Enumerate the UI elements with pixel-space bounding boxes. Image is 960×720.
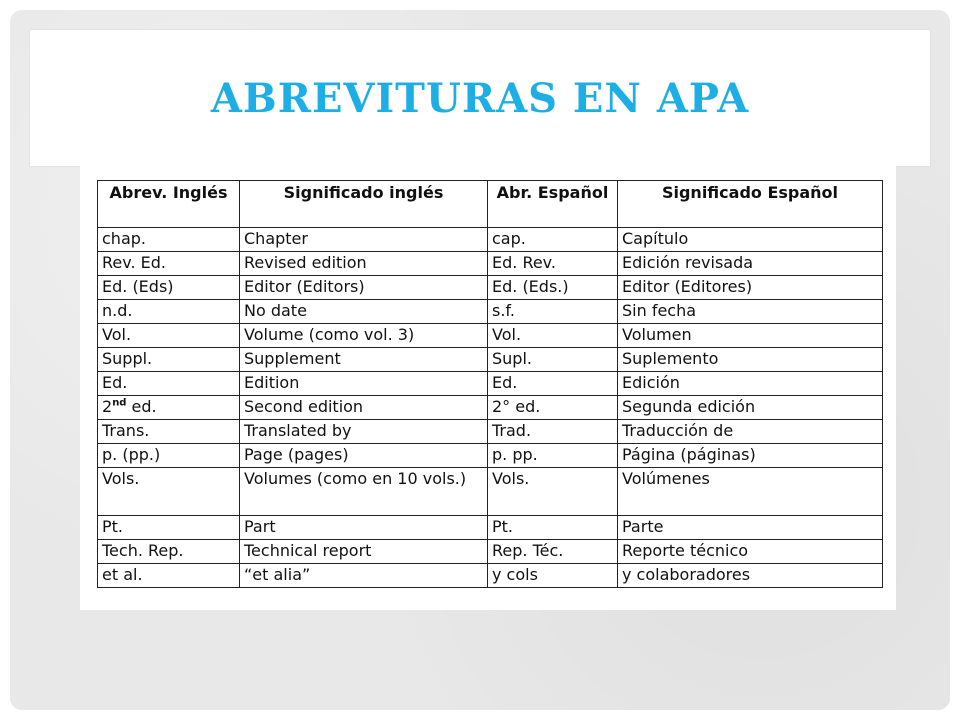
cell-abbr-en: Tech. Rep. xyxy=(98,540,240,564)
cell-meaning-es: Segunda edición xyxy=(618,396,883,420)
cell-abbr-es: Trad. xyxy=(488,420,618,444)
cell-abbr-en: Pt. xyxy=(98,516,240,540)
cell-abbr-es: 2° ed. xyxy=(488,396,618,420)
cell-meaning-en: Edition xyxy=(240,372,488,396)
table-row xyxy=(98,276,883,300)
table-panel xyxy=(80,166,896,610)
cell-abbr-en: n.d. xyxy=(98,300,240,324)
table-header-row xyxy=(98,181,883,228)
cell-abbr-en xyxy=(98,396,240,420)
ordinal-number: 2 xyxy=(102,397,113,416)
cell-abbr-en: Ed. xyxy=(98,372,240,396)
cell-meaning-es: Página (páginas) xyxy=(618,444,883,468)
cell-meaning-en: No date xyxy=(240,300,488,324)
table-row xyxy=(98,396,883,420)
header-abbr-en: Abrev. Inglés xyxy=(98,181,240,228)
cell-abbr-en: chap. xyxy=(98,228,240,252)
cell-meaning-en: Chapter xyxy=(240,228,488,252)
cell-meaning-es: Edición xyxy=(618,372,883,396)
cell-abbr-es: s.f. xyxy=(488,300,618,324)
cell-abbr-en: Trans. xyxy=(98,420,240,444)
cell-abbr-es: Vol. xyxy=(488,324,618,348)
cell-abbr-es: Ed. (Eds.) xyxy=(488,276,618,300)
slide-title: ABREVITURAS EN APA xyxy=(210,74,750,122)
cell-meaning-en: Editor (Editors) xyxy=(240,276,488,300)
cell-abbr-es: Rep. Téc. xyxy=(488,540,618,564)
table-row xyxy=(98,444,883,468)
abbreviations-table xyxy=(97,180,883,588)
cell-abbr-es: y cols xyxy=(488,564,618,588)
cell-abbr-es: Pt. xyxy=(488,516,618,540)
cell-meaning-en: Technical report xyxy=(240,540,488,564)
table-row xyxy=(98,420,883,444)
table-row xyxy=(98,372,883,396)
cell-meaning-en: Part xyxy=(240,516,488,540)
cell-meaning-es: Volumen xyxy=(618,324,883,348)
cell-abbr-en: Vol. xyxy=(98,324,240,348)
table-row xyxy=(98,324,883,348)
cell-abbr-en: Ed. (Eds) xyxy=(98,276,240,300)
cell-meaning-es: Parte xyxy=(618,516,883,540)
cell-meaning-es: Reporte técnico xyxy=(618,540,883,564)
table-row xyxy=(98,348,883,372)
cell-abbr-es: Ed. Rev. xyxy=(488,252,618,276)
cell-meaning-en: “et alia” xyxy=(240,564,488,588)
cell-abbr-en: Rev. Ed. xyxy=(98,252,240,276)
cell-meaning-es: y colaboradores xyxy=(618,564,883,588)
cell-abbr-es: Vols. xyxy=(488,468,618,516)
table-row xyxy=(98,468,883,516)
cell-meaning-es: Traducción de xyxy=(618,420,883,444)
header-meaning-en: Significado inglés xyxy=(240,181,488,228)
cell-abbr-en: Vols. xyxy=(98,468,240,516)
cell-meaning-es: Capítulo xyxy=(618,228,883,252)
cell-meaning-es: Editor (Editores) xyxy=(618,276,883,300)
cell-abbr-es: p. pp. xyxy=(488,444,618,468)
table-row xyxy=(98,300,883,324)
table-row xyxy=(98,564,883,588)
title-box xyxy=(30,30,930,166)
table-row xyxy=(98,252,883,276)
table-row xyxy=(98,228,883,252)
cell-meaning-es: Suplemento xyxy=(618,348,883,372)
cell-meaning-en: Revised edition xyxy=(240,252,488,276)
cell-meaning-en: Translated by xyxy=(240,420,488,444)
cell-abbr-es: cap. xyxy=(488,228,618,252)
cell-abbr-es: Ed. xyxy=(488,372,618,396)
cell-meaning-es: Edición revisada xyxy=(618,252,883,276)
cell-meaning-en: Supplement xyxy=(240,348,488,372)
cell-abbr-en: p. (pp.) xyxy=(98,444,240,468)
ordinal-suffix: nd xyxy=(112,397,127,409)
header-meaning-es: Significado Español xyxy=(618,181,883,228)
header-abbr-es: Abr. Español xyxy=(488,181,618,228)
cell-abbr-en: Suppl. xyxy=(98,348,240,372)
cell-meaning-en: Page (pages) xyxy=(240,444,488,468)
cell-abbr-en: et al. xyxy=(98,564,240,588)
cell-meaning-es: Sin fecha xyxy=(618,300,883,324)
table-row xyxy=(98,516,883,540)
ordinal-rest: ed. xyxy=(126,397,157,416)
cell-meaning-en: Second edition xyxy=(240,396,488,420)
cell-meaning-en: Volumes (como en 10 vols.) xyxy=(240,468,488,516)
slide-background xyxy=(10,10,950,710)
cell-meaning-en: Volume (como vol. 3) xyxy=(240,324,488,348)
cell-meaning-es: Volúmenes xyxy=(618,468,883,516)
table-row xyxy=(98,540,883,564)
cell-abbr-es: Supl. xyxy=(488,348,618,372)
